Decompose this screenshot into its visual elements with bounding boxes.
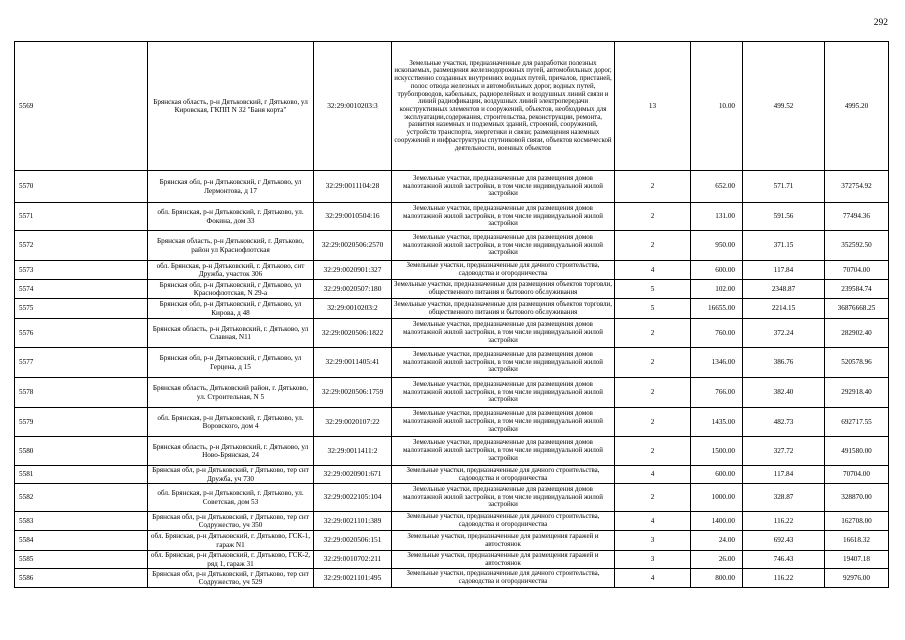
category-cell: 2	[615, 171, 691, 203]
cadastral-number-cell: 32:29:0020506:1759	[314, 378, 392, 408]
area-cell: 1346.00	[691, 348, 743, 378]
row-number: 5576	[15, 319, 148, 348]
cadastral-value-cell: 36876668.25	[825, 299, 889, 319]
permitted-use-cell: Земельные участки, предназначенные для размещения домов малоэтажной жилой застройки, в том числе индивидуальной жилой застройки	[392, 231, 615, 261]
row-number: 5569	[15, 42, 148, 171]
permitted-use-cell: Земельные участки, предназначенные для размещения домов малоэтажной жилой застройки, в том числе индивидуальной жилой застройки	[392, 319, 615, 348]
table-row	[15, 408, 889, 437]
table-body	[15, 42, 889, 588]
row-number: 5578	[15, 378, 148, 408]
area-cell: 1500.00	[691, 437, 743, 466]
cadastral-value-cell: 491580.00	[825, 437, 889, 466]
cadastral-number-cell: 32:29:0010504:16	[314, 203, 392, 231]
unit-value-cell: 117.84	[743, 466, 825, 484]
permitted-use-cell: Земельные участки, предназначенные для размещения объектов торговли, общественного питания и бытового обслуживания	[392, 299, 615, 319]
cadastral-number-cell: 32:29:0011411:2	[314, 437, 392, 466]
table-row	[15, 569, 889, 588]
permitted-use-cell: Земельные участки, предназначенные для размещения гаражей и автостоянок	[392, 531, 615, 551]
address-cell: обл. Брянская, р-н Дятьковский, г. Дятьково, ГСК-2, ряд 1, гараж 31	[148, 551, 314, 569]
permitted-use-cell: Земельные участки, предназначенные для размещения домов малоэтажной жилой застройки, в том числе индивидуальной жилой застройки	[392, 378, 615, 408]
area-cell: 131.00	[691, 203, 743, 231]
address-cell: Брянская обл, р-н Дятьковский, г Дятьково, ул Кирова, д 48	[148, 299, 314, 319]
cadastral-value-cell: 16618.32	[825, 531, 889, 551]
address-cell: обл. Брянская, р-н Дятьковский, г. Дятьково, снт Дружба, участок 306	[148, 261, 314, 280]
table-row	[15, 378, 889, 408]
cadastral-number-cell: 32:29:0020901:327	[314, 261, 392, 280]
cadastral-number-cell: 32:29:0010203:2	[314, 299, 392, 319]
address-cell: обл. Брянская, р-н Дятьковский, г. Дятьково, ГСК-1, гараж N1	[148, 531, 314, 551]
unit-value-cell: 591.56	[743, 203, 825, 231]
permitted-use-cell: Земельные участки, предназначенные для размещения домов малоэтажной жилой застройки, в том числе индивидуальной жилой застройки	[392, 408, 615, 437]
table-row	[15, 512, 889, 531]
unit-value-cell: 692.43	[743, 531, 825, 551]
table-row	[15, 437, 889, 466]
cadastral-number-cell: 32:29:0011405:41	[314, 348, 392, 378]
table-row	[15, 261, 889, 280]
row-number: 5584	[15, 531, 148, 551]
category-cell: 2	[615, 319, 691, 348]
category-cell: 3	[615, 531, 691, 551]
cadastral-value-cell: 520578.96	[825, 348, 889, 378]
address-cell: Брянская обл, р-н Дятьковский, г Дятьково, тер снт Дружба, уч 730	[148, 466, 314, 484]
unit-value-cell: 328.87	[743, 484, 825, 512]
area-cell: 102.00	[691, 280, 743, 299]
cadastral-value-cell: 92976.00	[825, 569, 889, 588]
unit-value-cell: 372.24	[743, 319, 825, 348]
row-number: 5571	[15, 203, 148, 231]
cadastral-number-cell: 32:29:0020506:1822	[314, 319, 392, 348]
address-cell: Брянская область, р-н Дятьковский, г. Дятьково, ул Ново-Брянская, 24	[148, 437, 314, 466]
table-row	[15, 42, 889, 171]
category-cell: 2	[615, 408, 691, 437]
cadastral-value-cell: 77494.36	[825, 203, 889, 231]
unit-value-cell: 117.84	[743, 261, 825, 280]
cadastral-value-cell: 282902.40	[825, 319, 889, 348]
cadastral-value-cell: 70704.00	[825, 466, 889, 484]
address-cell: Брянская обл, р-н Дятьковский, г Дятьково, ул Лермонтова, д 17	[148, 171, 314, 203]
address-cell: Брянская область, р-н Дятьковский, г. Дятьково, ул Славная, N11	[148, 319, 314, 348]
cadastral-number-cell: 32:29:0020901:671	[314, 466, 392, 484]
cadastral-number-cell: 32:29:0011104:28	[314, 171, 392, 203]
area-cell: 600.00	[691, 261, 743, 280]
category-cell: 4	[615, 569, 691, 588]
cadastral-number-cell: 32:29:0010203:3	[314, 42, 392, 171]
cadastral-number-cell: 32:29:0020506:2570	[314, 231, 392, 261]
cadastral-number-cell: 32:29:0020506:151	[314, 531, 392, 551]
area-cell: 1400.00	[691, 512, 743, 531]
category-cell: 4	[615, 512, 691, 531]
category-cell: 2	[615, 348, 691, 378]
row-number: 5570	[15, 171, 148, 203]
cadastral-number-cell: 32:29:0020507:180	[314, 280, 392, 299]
category-cell: 5	[615, 299, 691, 319]
row-number: 5575	[15, 299, 148, 319]
row-number: 5573	[15, 261, 148, 280]
permitted-use-cell: Земельные участки, предназначенные для разработки полезных ископаемых, размещения железнодорожных путей, автомобильных дорог, искусственно созданных внутренних водных путей, причалов, пристаней, полос отвода железных и автомобильных дорог, водных путей, трубопроводов, кабельных, радиорелейных и воздушных линий связи и линий радиофикации, воздушных линий электропередачи конструктивных элементов и сооружений, объектов, необходимых для эксплуатации,содержания, строительства, реконструкции, ремонта, развития наземных и подземных зданий, строений, сооружений, устройств транспорта, энергетики и связи; размещения наземных сооружений и инфраструктуры спутниковой связи, объектов космической деятельности, военных объектов	[392, 42, 615, 171]
area-cell: 766.00	[691, 378, 743, 408]
unit-value-cell: 386.76	[743, 348, 825, 378]
cadastral-value-cell: 692717.55	[825, 408, 889, 437]
unit-value-cell: 327.72	[743, 437, 825, 466]
category-cell: 2	[615, 378, 691, 408]
table-row	[15, 531, 889, 551]
table-row	[15, 466, 889, 484]
cadastral-value-cell: 239584.74	[825, 280, 889, 299]
unit-value-cell: 482.73	[743, 408, 825, 437]
unit-value-cell: 2214.15	[743, 299, 825, 319]
area-cell: 26.00	[691, 551, 743, 569]
address-cell: Брянская обл, р-н Дятьковский, г Дятьково, тер снт Содружество, уч 350	[148, 512, 314, 531]
unit-value-cell: 116.22	[743, 512, 825, 531]
row-number: 5583	[15, 512, 148, 531]
row-number: 5581	[15, 466, 148, 484]
row-number: 5577	[15, 348, 148, 378]
address-cell: обл. Брянская, р-н Дятьковский, г. Дятьково, ул. Воровского, дом 4	[148, 408, 314, 437]
category-cell: 2	[615, 203, 691, 231]
area-cell: 760.00	[691, 319, 743, 348]
address-cell: обл. Брянская, р-н Дятьковский, г. Дятьково, ул. Фокина, дом 33	[148, 203, 314, 231]
area-cell: 16655.00	[691, 299, 743, 319]
area-cell: 652.00	[691, 171, 743, 203]
row-number: 5582	[15, 484, 148, 512]
unit-value-cell: 746.43	[743, 551, 825, 569]
category-cell: 4	[615, 261, 691, 280]
land-parcels-table	[14, 41, 889, 588]
permitted-use-cell: Земельные участки, предназначенные для размещения домов малоэтажной жилой застройки, в том числе индивидуальной жилой застройки	[392, 484, 615, 512]
address-cell: Брянская область, р-н Дятьковский, г. Дятьково, район ул Краснофлотская	[148, 231, 314, 261]
category-cell: 3	[615, 551, 691, 569]
permitted-use-cell: Земельные участки, предназначенные для размещения гаражей и автостоянок	[392, 551, 615, 569]
permitted-use-cell: Земельные участки, предназначенные для дачного строительства, садоводства и огородничества	[392, 261, 615, 280]
category-cell: 5	[615, 280, 691, 299]
unit-value-cell: 571.71	[743, 171, 825, 203]
address-cell: Брянская обл, р-н Дятьковский, г Дятьково, ул Краснофлотская, N 29-а	[148, 280, 314, 299]
row-number: 5586	[15, 569, 148, 588]
category-cell: 2	[615, 231, 691, 261]
cadastral-value-cell: 162708.00	[825, 512, 889, 531]
unit-value-cell: 371.15	[743, 231, 825, 261]
row-number: 5572	[15, 231, 148, 261]
category-cell: 2	[615, 437, 691, 466]
cadastral-number-cell: 32:29:0022105:104	[314, 484, 392, 512]
cadastral-number-cell: 32:29:0020107:22	[314, 408, 392, 437]
cadastral-number-cell: 32:29:0010702:211	[314, 551, 392, 569]
cadastral-number-cell: 32:29:0021101:389	[314, 512, 392, 531]
category-cell: 4	[615, 466, 691, 484]
row-number: 5585	[15, 551, 148, 569]
table-row	[15, 280, 889, 299]
area-cell: 1435.00	[691, 408, 743, 437]
address-cell: Брянская область, Дятьковский район, г. Дятьково, ул. Строительная, N 5	[148, 378, 314, 408]
unit-value-cell: 116.22	[743, 569, 825, 588]
address-cell: Брянская область, р-н Дятьковский, г Дятьково, ул Кировская, ГКПП N 32 "Баня корта"	[148, 42, 314, 171]
category-cell: 2	[615, 484, 691, 512]
table-row	[15, 319, 889, 348]
cadastral-value-cell: 328870.00	[825, 484, 889, 512]
unit-value-cell: 499.52	[743, 42, 825, 171]
table-row	[15, 551, 889, 569]
permitted-use-cell: Земельные участки, предназначенные для размещения объектов торговли, общественного питания и бытового обслуживания	[392, 280, 615, 299]
area-cell: 24.00	[691, 531, 743, 551]
permitted-use-cell: Земельные участки, предназначенные для дачного строительства, садоводства и огородничества	[392, 569, 615, 588]
address-cell: Брянская обл, р-н Дятьковский, г Дятьково, ул Герцена, д 15	[148, 348, 314, 378]
cadastral-value-cell: 352592.50	[825, 231, 889, 261]
category-cell: 13	[615, 42, 691, 171]
permitted-use-cell: Земельные участки, предназначенные для дачного строительства, садоводства и огородничества	[392, 466, 615, 484]
permitted-use-cell: Земельные участки, предназначенные для размещения домов малоэтажной жилой застройки, в том числе индивидуальной жилой застройки	[392, 437, 615, 466]
table-row	[15, 203, 889, 231]
area-cell: 800.00	[691, 569, 743, 588]
table-row	[15, 231, 889, 261]
area-cell: 950.00	[691, 231, 743, 261]
cadastral-value-cell: 292918.40	[825, 378, 889, 408]
cadastral-value-cell: 372754.92	[825, 171, 889, 203]
table-row	[15, 299, 889, 319]
page-number: 292	[873, 18, 888, 28]
row-number: 5579	[15, 408, 148, 437]
area-cell: 600.00	[691, 466, 743, 484]
area-cell: 10.00	[691, 42, 743, 171]
address-cell: обл. Брянская, р-н Дятьковский, г. Дятьково, ул. Советская, дом 53	[148, 484, 314, 512]
permitted-use-cell: Земельные участки, предназначенные для размещения домов малоэтажной жилой застройки, в том числе индивидуальной жилой застройки	[392, 203, 615, 231]
table-row	[15, 348, 889, 378]
cadastral-value-cell: 70704.00	[825, 261, 889, 280]
permitted-use-cell: Земельные участки, предназначенные для размещения домов малоэтажной жилой застройки, в том числе индивидуальной жилой застройки	[392, 348, 615, 378]
table-row	[15, 484, 889, 512]
cadastral-number-cell: 32:29:0021101:495	[314, 569, 392, 588]
area-cell: 1000.00	[691, 484, 743, 512]
unit-value-cell: 382.40	[743, 378, 825, 408]
cadastral-value-cell: 4995.20	[825, 42, 889, 171]
row-number: 5574	[15, 280, 148, 299]
permitted-use-cell: Земельные участки, предназначенные для дачного строительства, садоводства и огородничества	[392, 512, 615, 531]
row-number: 5580	[15, 437, 148, 466]
table-row	[15, 171, 889, 203]
permitted-use-cell: Земельные участки, предназначенные для размещения домов малоэтажной жилой застройки, в том числе индивидуальной жилой застройки	[392, 171, 615, 203]
unit-value-cell: 2348.87	[743, 280, 825, 299]
cadastral-value-cell: 19407.18	[825, 551, 889, 569]
address-cell: Брянская обл, р-н Дятьковский, г Дятьково, тер снт Содружество, уч 529	[148, 569, 314, 588]
